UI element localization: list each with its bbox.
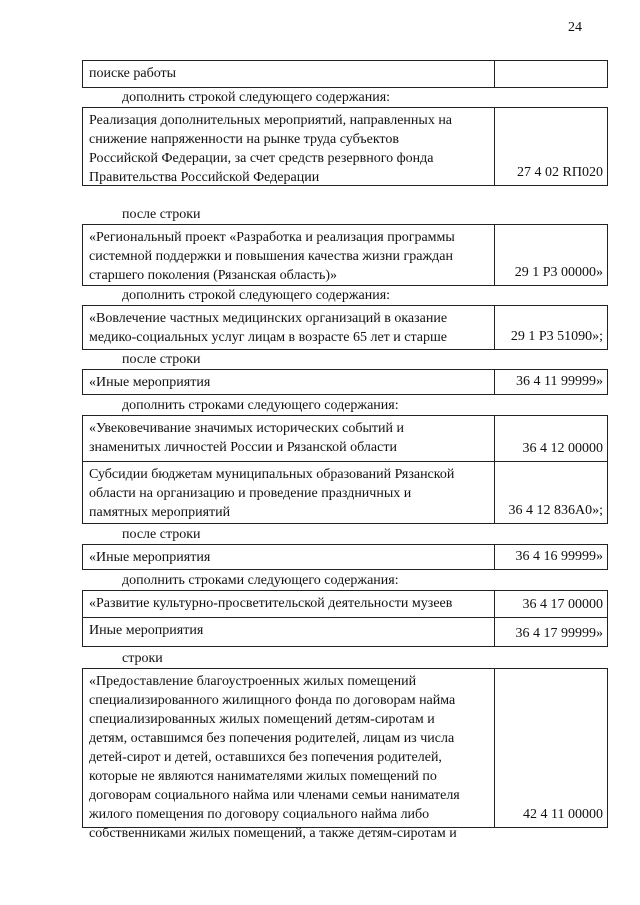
row-code: 29 1 P3 00000» bbox=[514, 265, 603, 280]
table-row bbox=[82, 461, 608, 524]
row-description: «Предоставление благоустроенных жилых помещений специализированного жилищного фонда по договорам найма специализированных жилых помещений детям-сиротам и детям, оставшимся без попечения родителей, лицам из числа детей-сирот и детей, оставшихся без попечения родителей, которые не являются нанимателями жилых помещений по договорам социального найма или членами семьи нанимателя жилого помещения по договору социального найма либо собственниками жилых помещений, а также детям-сиротам и bbox=[83, 669, 495, 827]
row-description: «Вовлечение частных медицинских организаций в оказание медико-социальных услуг лицам в возрасте 65 лет и старше bbox=[83, 306, 495, 349]
instruction-text: дополнить строками следующего содержания: bbox=[122, 398, 399, 413]
row-code: 29 1 P3 51090»; bbox=[510, 329, 603, 344]
row-code: 36 4 17 99999» bbox=[515, 626, 603, 641]
table-row bbox=[82, 107, 608, 186]
row-description: Иные мероприятия bbox=[83, 618, 495, 646]
table-row bbox=[82, 224, 608, 286]
table-row bbox=[82, 590, 608, 618]
row-description: «Увековечивание значимых исторических событий и знаменитых личностей России и Рязанской области bbox=[83, 416, 495, 461]
row-description: «Иные мероприятия bbox=[83, 370, 495, 394]
row-code: 36 4 11 99999» bbox=[516, 374, 603, 389]
table-row bbox=[82, 668, 608, 841]
row-description: поиске работы bbox=[83, 61, 495, 87]
table-row bbox=[82, 305, 608, 350]
table-row bbox=[82, 617, 608, 647]
row-description: Реализация дополнительных мероприятий, направленных на снижение напряженности на рынке труда субъектов Российской Федерации, за счет средств резервного фонда Правительства Российской Федерации bbox=[83, 108, 495, 185]
row-code: 36 4 12 836A0»; bbox=[508, 503, 603, 518]
row-description: «Развитие культурно-просветительской деятельности музеев bbox=[83, 591, 495, 617]
table-row bbox=[82, 60, 608, 88]
table-row bbox=[82, 544, 608, 570]
instruction-text: дополнить строкой следующего содержания: bbox=[122, 90, 391, 105]
instruction-text: после строки bbox=[122, 352, 201, 367]
row-description: «Иные мероприятия bbox=[83, 545, 495, 569]
instruction-text: дополнить строкой следующего содержания: bbox=[122, 288, 391, 303]
row-code: 36 4 16 99999» bbox=[515, 549, 603, 564]
table-row bbox=[82, 369, 608, 395]
row-description: «Региональный проект «Разработка и реализация программы системной поддержки и повышения качества жизни граждан старшего поколения (Рязанская область)» bbox=[83, 225, 495, 285]
row-code: 27 4 02 RП020 bbox=[517, 165, 603, 180]
table-row bbox=[82, 415, 608, 462]
row-description: Субсидии бюджетам муниципальных образований Рязанской области на организацию и проведение праздничных и памятных мероприятий bbox=[83, 462, 495, 523]
row-code: 36 4 12 00000 bbox=[522, 441, 603, 456]
page-number: 24 bbox=[568, 20, 582, 35]
row-code: 42 4 11 00000 bbox=[523, 807, 603, 822]
row-code: 36 4 17 00000 bbox=[522, 597, 603, 612]
instruction-text: строки bbox=[122, 651, 163, 666]
instruction-text: после строки bbox=[122, 207, 201, 222]
instruction-text: дополнить строками следующего содержания: bbox=[122, 573, 399, 588]
instruction-text: после строки bbox=[122, 527, 201, 542]
row-code bbox=[495, 61, 607, 87]
